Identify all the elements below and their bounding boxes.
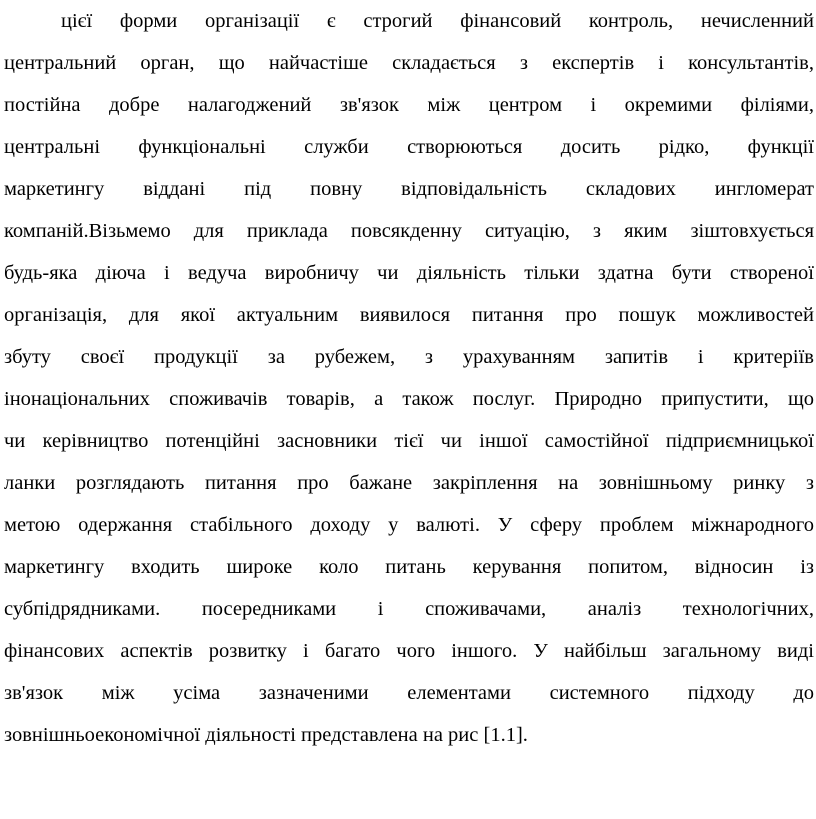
text-line: інонаціональних споживачів товарів, а також послуг. Природно припустити, що [4,388,814,410]
text-line: субпідрядниками. посередниками і споживачами, аналіз технологічних, [4,598,814,620]
text-line: цієї форми організації є строгий фінансовий контроль, нечисленний [61,10,814,32]
text-line: будь-яка діюча і ведуча виробничу чи діяльність тільки здатна бути створеної [4,262,814,284]
text-line: метою одержання стабільного доходу у валюті. У сферу проблем міжнародного [4,514,814,536]
text-line: маркетингу входить широке коло питань керування попитом, відносин із [4,556,814,578]
text-line: фінансових аспектів розвитку і багато чого іншого. У найбільш загальному виді [4,640,814,662]
text-line: зовнішньоекономічної діяльності представлена на рис [1.1]. [4,724,528,746]
text-line: маркетингу віддані під повну відповідальність складових ингломерат [4,178,814,200]
body-paragraph [4,0,814,756]
text-line: ланки розглядають питання про бажане закріплення на зовнішньому ринку з [4,472,814,494]
text-line: чи керівництво потенційні засновники тієї чи іншої самостійної підприємницької [4,430,814,452]
text-line: збуту своєї продукції за рубежем, з урахуванням запитів і критеріїв [4,346,814,368]
text-line: постійна добре налагоджений зв'язок між центром і окремими філіями, [4,94,814,116]
text-line: організація, для якої актуальним виявилося питання про пошук можливостей [4,304,814,326]
text-line: зв'язок між усіма зазначеними елементами системного підходу до [4,682,814,704]
text-line: центральні функціональні служби створюються досить рідко, функції [4,136,814,158]
text-line: компаній.Візьмемо для приклада повсякденну ситуацію, з яким зіштовхується [4,220,814,242]
text-line: центральний орган, що найчастіше складається з експертів і консультантів, [4,52,814,74]
